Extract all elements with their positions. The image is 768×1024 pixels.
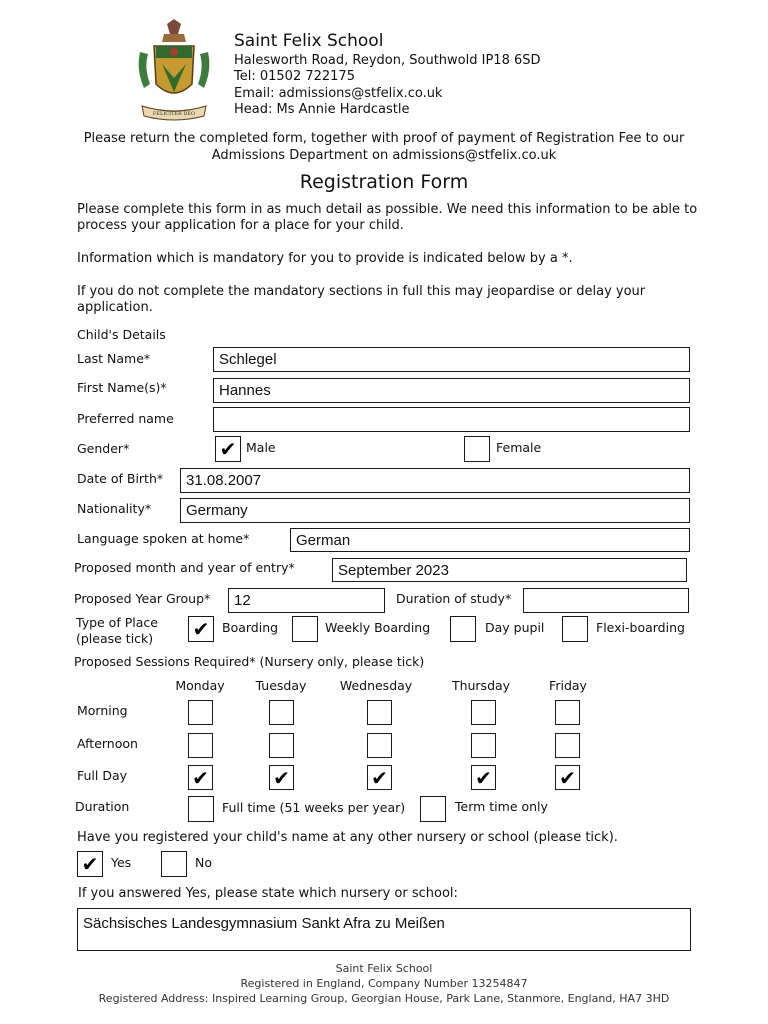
return-instruction-line1: Please return the completed form, together with proof of payment of Registration Fee to our <box>83 131 685 146</box>
dob-label: Date of Birth* <box>77 471 164 486</box>
nationality-label: Nationality* <box>77 501 152 516</box>
place-type-label-line2: (please tick) <box>76 631 154 646</box>
year-group-field[interactable]: 12 <box>228 588 385 613</box>
year-group-label: Proposed Year Group* <box>74 591 211 606</box>
gender-female-checkbox[interactable] <box>464 436 490 462</box>
other-school-question: Have you registered your child's name at any other nursery or school (please tick). <box>77 830 618 845</box>
sessions-label: Proposed Sessions Required* (Nursery only, please tick) <box>74 654 425 669</box>
session-afternoon-tuesday-checkbox[interactable] <box>269 733 294 758</box>
nationality-field[interactable]: Germany <box>180 498 690 523</box>
duration-full-time-label: Full time (51 weeks per year) <box>222 800 406 815</box>
day-header-friday: Friday <box>549 678 587 693</box>
intro-line1: Please complete this form in as much detail as possible. We need this information to be able to <box>77 202 698 217</box>
preferred-name-field[interactable] <box>213 407 690 432</box>
entry-field[interactable]: September 2023 <box>332 558 687 582</box>
gender-female-label: Female <box>496 440 542 455</box>
preferred-name-label: Preferred name <box>77 411 174 426</box>
session-morning-thursday-checkbox[interactable] <box>471 700 496 725</box>
other-school-yes-checkbox[interactable]: ✔ <box>77 851 103 877</box>
session-morning-wednesday-checkbox[interactable] <box>367 700 392 725</box>
place-flexi-boarding-checkbox[interactable] <box>562 616 588 642</box>
session-morning-tuesday-checkbox[interactable] <box>269 700 294 725</box>
place-weekly-boarding-checkbox[interactable] <box>292 616 318 642</box>
mandatory-note: Information which is mandatory for you to provide is indicated below by a *. <box>77 251 573 266</box>
warning-line2: application. <box>77 300 153 315</box>
session-afternoon-wednesday-checkbox[interactable] <box>367 733 392 758</box>
language-field[interactable]: German <box>290 528 690 552</box>
session-afternoon-friday-checkbox[interactable] <box>555 733 580 758</box>
first-name-field[interactable]: Hannes <box>213 378 690 403</box>
dob-field[interactable]: 31.08.2007 <box>180 468 690 493</box>
session-full-day-friday-checkbox[interactable]: ✔ <box>555 765 580 790</box>
session-afternoon-monday-checkbox[interactable] <box>188 733 213 758</box>
section-title: Child's Details <box>77 327 166 342</box>
form-title: Registration Form <box>299 171 469 193</box>
session-row-label-full-day: Full Day <box>77 768 128 783</box>
place-weekly-boarding-label: Weekly Boarding <box>325 620 431 635</box>
school-tel: Tel: 01502 722175 <box>234 69 355 84</box>
warning-line1: If you do not complete the mandatory sections in full this may jeopardise or delay your <box>77 284 646 299</box>
first-name-label: First Name(s)* <box>77 380 167 395</box>
footer-line1: Saint Felix School <box>335 962 433 975</box>
school-crest <box>134 18 214 126</box>
place-day-pupil-label: Day pupil <box>485 620 545 635</box>
duration-study-field[interactable] <box>523 588 689 613</box>
entry-label: Proposed month and year of entry* <box>74 560 295 575</box>
school-name: Saint Felix School <box>234 31 384 51</box>
gender-male-label: Male <box>246 440 276 455</box>
place-boarding-label: Boarding <box>222 620 279 635</box>
duration-full-time-checkbox[interactable] <box>188 796 214 822</box>
session-full-day-tuesday-checkbox[interactable]: ✔ <box>269 765 294 790</box>
session-morning-monday-checkbox[interactable] <box>188 700 213 725</box>
language-label: Language spoken at home* <box>77 531 250 546</box>
session-full-day-wednesday-checkbox[interactable]: ✔ <box>367 765 392 790</box>
duration-label: Duration <box>75 799 130 814</box>
footer-line2: Registered in England, Company Number 13254847 <box>240 977 528 990</box>
place-type-label-line1: Type of Place <box>76 615 158 630</box>
duration-term-time-checkbox[interactable] <box>420 796 446 822</box>
school-email: Email: admissions@stfelix.co.uk <box>234 86 443 101</box>
last-name-field[interactable]: Schlegel <box>213 347 690 372</box>
last-name-label: Last Name* <box>77 351 151 366</box>
other-school-field[interactable]: Sächsisches Landesgymnasium Sankt Afra zu Meißen <box>77 908 691 951</box>
other-school-no-label: No <box>195 855 212 870</box>
footer-line3: Registered Address: Inspired Learning Group, Georgian House, Park Lane, Stanmore, England, HA7 3HD <box>98 992 670 1005</box>
duration-study-label: Duration of study* <box>396 591 512 606</box>
session-row-label-afternoon: Afternoon <box>77 736 138 751</box>
school-address: Halesworth Road, Reydon, Southwold IP18 6SD <box>234 53 541 68</box>
day-header-monday: Monday <box>175 678 225 693</box>
place-day-pupil-checkbox[interactable] <box>450 616 476 642</box>
gender-male-checkbox[interactable]: ✔ <box>215 436 241 462</box>
place-boarding-checkbox[interactable]: ✔ <box>188 616 214 642</box>
day-header-wednesday: Wednesday <box>339 678 413 693</box>
place-flexi-boarding-label: Flexi-boarding <box>596 620 685 635</box>
gender-label: Gender* <box>77 441 130 456</box>
other-school-no-checkbox[interactable] <box>161 851 187 877</box>
session-full-day-monday-checkbox[interactable]: ✔ <box>188 765 213 790</box>
session-morning-friday-checkbox[interactable] <box>555 700 580 725</box>
day-header-tuesday: Tuesday <box>255 678 307 693</box>
return-instruction-line2: Admissions Department on admissions@stfelix.co.uk <box>211 148 557 163</box>
session-row-label-morning: Morning <box>77 703 128 718</box>
other-school-followup: If you answered Yes, please state which nursery or school: <box>78 886 458 901</box>
crest-emblem-icon <box>134 18 214 126</box>
session-afternoon-thursday-checkbox[interactable] <box>471 733 496 758</box>
intro-line2: process your application for a place for your child. <box>77 218 404 233</box>
day-header-thursday: Thursday <box>451 678 511 693</box>
svg-text:FELICITER DEO: FELICITER DEO <box>152 111 196 117</box>
other-school-yes-label: Yes <box>111 855 132 870</box>
duration-term-time-label: Term time only <box>455 799 548 814</box>
session-full-day-thursday-checkbox[interactable]: ✔ <box>471 765 496 790</box>
school-head: Head: Ms Annie Hardcastle <box>234 102 410 117</box>
